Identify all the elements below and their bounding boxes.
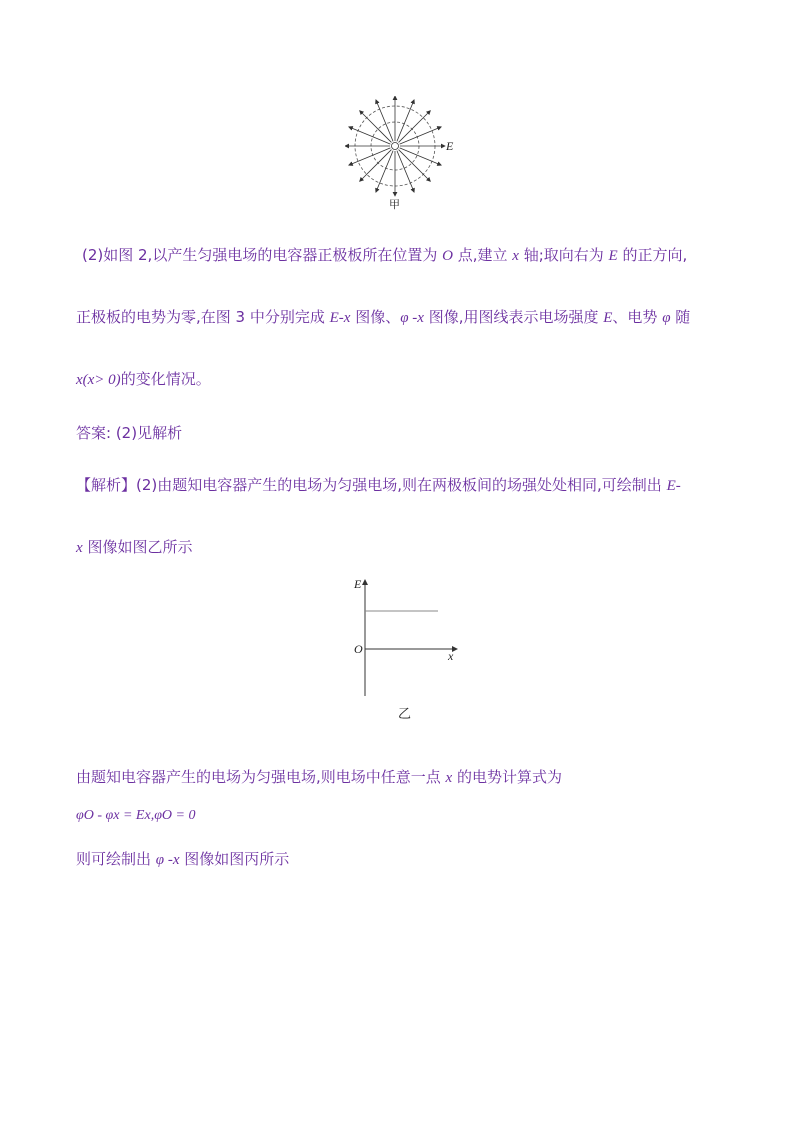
derivation-formula: φO - φx = Ex,φO = 0 [76,808,196,823]
var-E: E- [666,478,681,494]
var-x: x [76,540,83,556]
var-x: x [445,770,453,786]
figure-jia-axis-label: E [446,139,454,153]
question-text: 轴;取向右为 [518,246,609,264]
derivation-text: 则可绘制出 [76,850,156,868]
analysis-text: 【解析】(2)由题知电容器产生的电场为匀强电场,则在两极板间的场强处处相同,可绘制出 [76,476,667,494]
question-text: 图像,用图线表示电场强度 [423,308,604,326]
var-E: E [608,248,618,264]
question-text: 随 [670,308,691,326]
figure-yi-caption: 乙 [398,707,412,722]
question-text: 正极板的电势为零,在图 3 中分别完成 [76,308,330,326]
var-O: O [442,248,453,264]
question-text: 、电势 [612,308,663,326]
answer-label: 答案: (2)见解析 [76,424,183,442]
question-line-3 [76,368,211,389]
derivation-line-1 [76,766,562,787]
analysis-line-1 [76,474,681,495]
figure-yi-y-label: E [354,577,362,591]
question-line-2 [76,306,690,327]
var-phix: φ -x [400,310,424,326]
question-text: 点,建立 [452,246,513,264]
var-x: x [512,248,519,264]
var-E: E [603,310,613,326]
question-text: (2)如图 2,以产生匀强电场的电容器正极板所在位置为 [82,246,443,264]
figure-yi-ex-graph [340,576,470,702]
center-charge [392,143,399,150]
analysis-text: 图像如图乙所示 [82,538,193,556]
analysis-line-2 [76,536,192,557]
figure-yi-x-label: x [448,649,454,663]
derivation-line-3 [76,848,289,869]
question-line-1 [82,244,687,265]
question-text: 图像、 [350,308,401,326]
var-phix: φ -x [155,852,180,868]
derivation-text: 由题知电容器产生的电场为匀强电场,则电场中任意一点 [76,768,446,786]
derivation-text: 的电势计算式为 [452,768,562,786]
var-x-condition: x(x> 0) [76,372,121,388]
figure-jia-radial-field [345,96,465,216]
derivation-text: 图像如图丙所示 [179,850,290,868]
var-Ex: E-x [329,310,351,326]
figure-jia-caption: 甲 [389,198,400,211]
question-text: 的变化情况。 [120,370,211,388]
var-phi: φ [662,310,671,326]
figure-yi-origin-label: O [354,642,363,656]
question-text: 的正方向, [617,246,688,264]
